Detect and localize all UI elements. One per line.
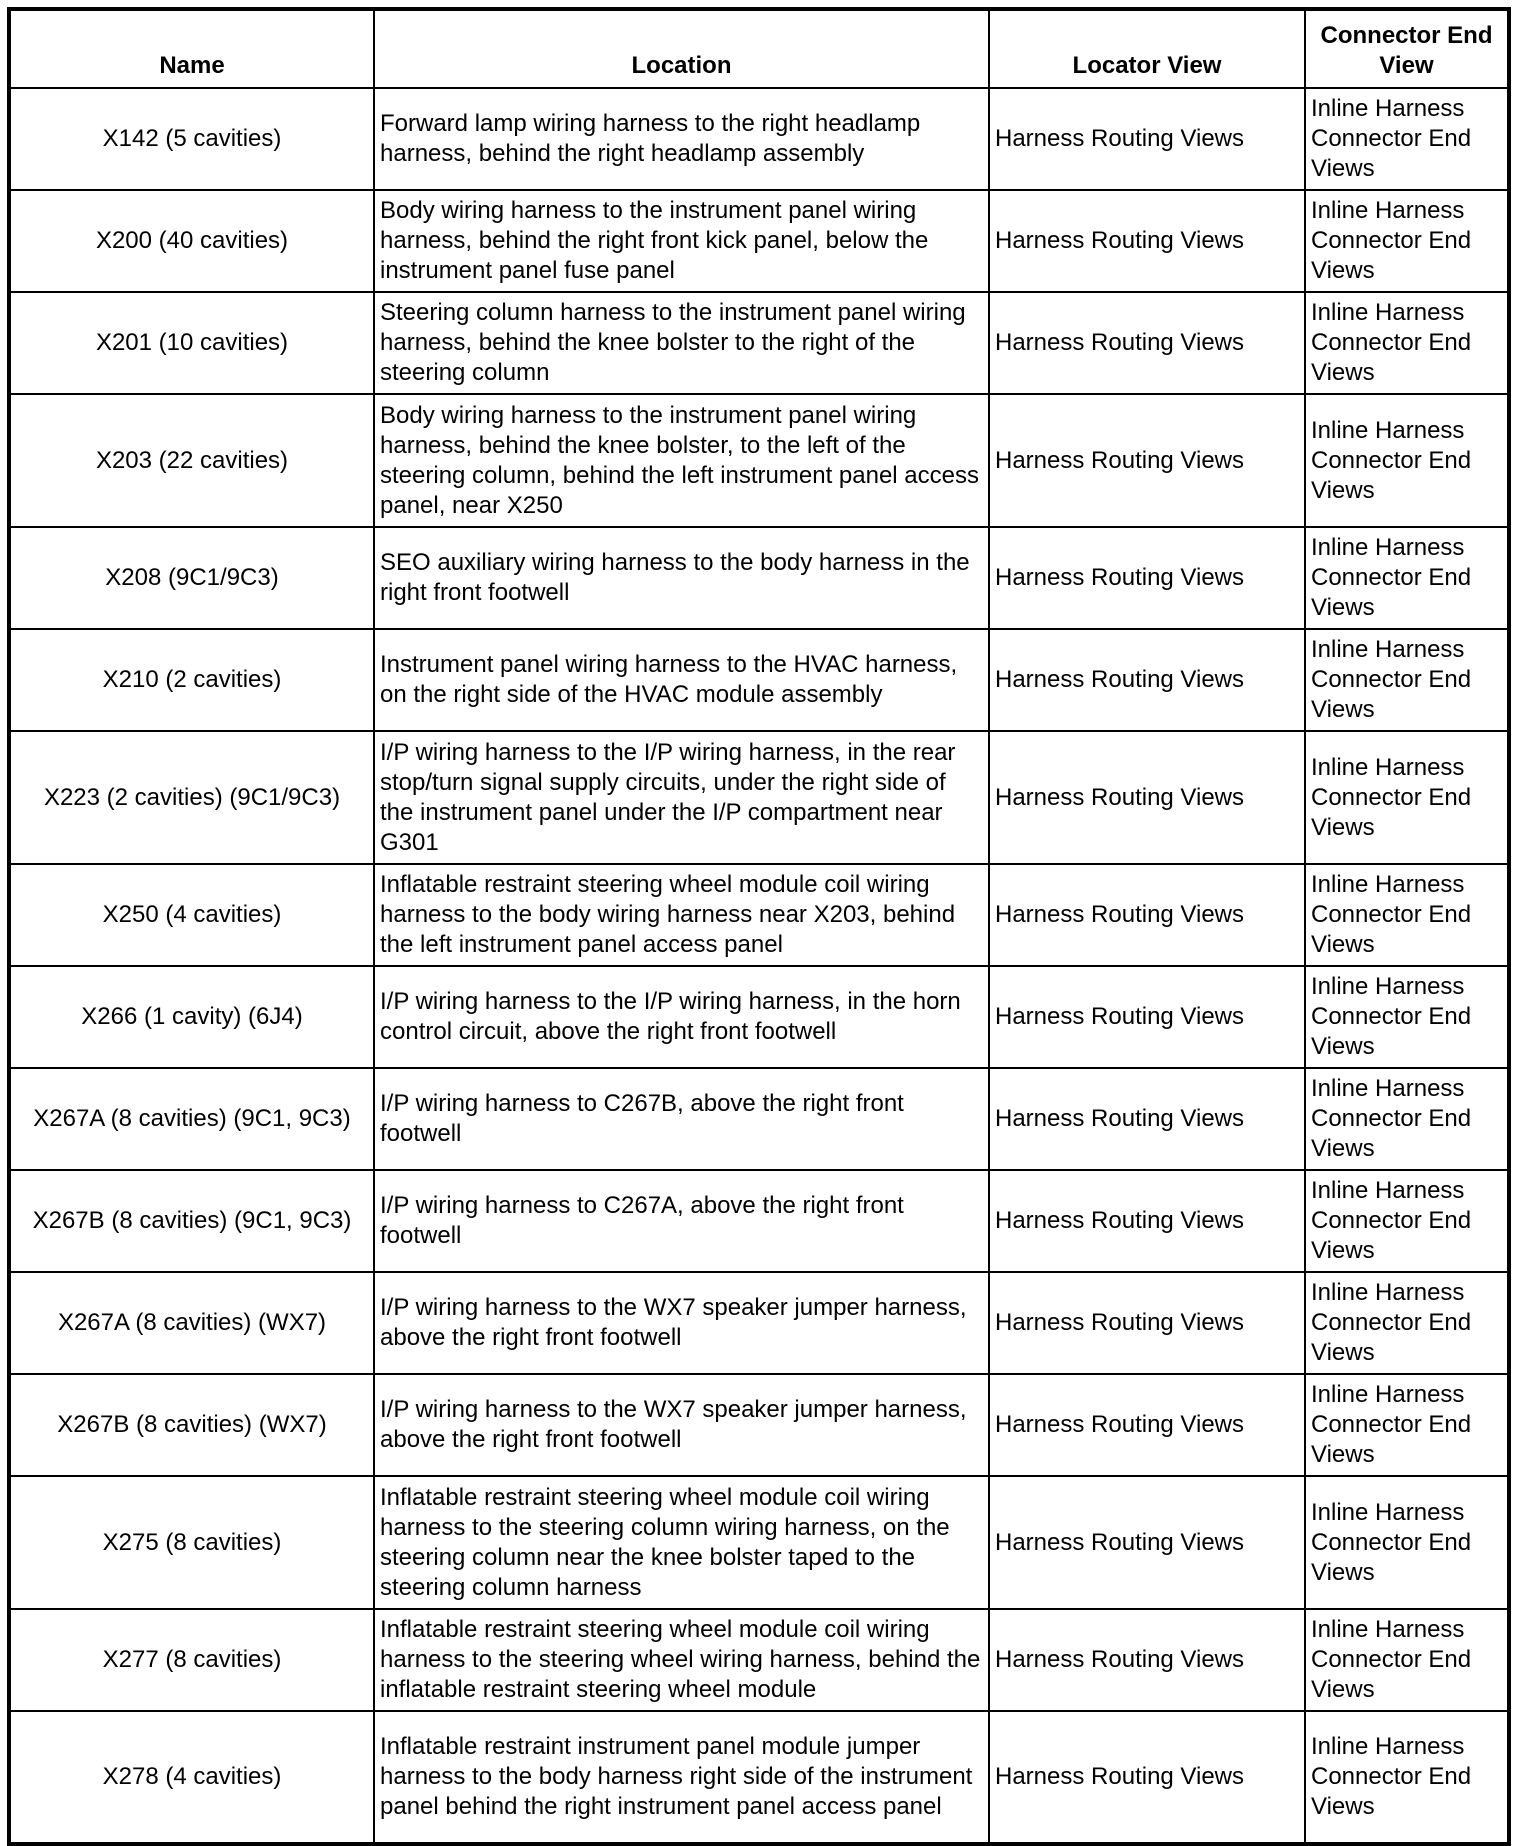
cell-locator-view: Harness Routing Views	[989, 527, 1305, 629]
table-row	[9, 394, 1509, 527]
cell-location: SEO auxiliary wiring harness to the body harness in the right front footwell	[374, 527, 989, 629]
cell-locator-view: Harness Routing Views	[989, 88, 1305, 190]
table-row	[9, 88, 1509, 190]
table-row	[9, 1170, 1509, 1272]
cell-name: X208 (9C1/9C3)	[9, 527, 374, 629]
table-row	[9, 190, 1509, 292]
cell-location: Inflatable restraint steering wheel module coil wiring harness to the steering wheel wiring harness, behind the inflatable restraint steering wheel module	[374, 1609, 989, 1711]
table-row	[9, 1609, 1509, 1711]
header-location: Location	[374, 9, 989, 88]
cell-name: X267A (8 cavities) (WX7)	[9, 1272, 374, 1374]
cell-locator-view: Harness Routing Views	[989, 1711, 1305, 1844]
header-connector-end-view: Connector End View	[1305, 9, 1509, 88]
table-row	[9, 1374, 1509, 1476]
cell-connector-end-view: Inline Harness Connector End Views	[1305, 292, 1509, 394]
cell-location: Body wiring harness to the instrument panel wiring harness, behind the right front kick panel, below the instrument panel fuse panel	[374, 190, 989, 292]
cell-connector-end-view: Inline Harness Connector End Views	[1305, 190, 1509, 292]
cell-locator-view: Harness Routing Views	[989, 1374, 1305, 1476]
table-row	[9, 1272, 1509, 1374]
cell-locator-view: Harness Routing Views	[989, 629, 1305, 731]
header-locator-view: Locator View	[989, 9, 1305, 88]
cell-connector-end-view: Inline Harness Connector End Views	[1305, 1068, 1509, 1170]
connector-table	[7, 7, 1511, 1846]
cell-connector-end-view: Inline Harness Connector End Views	[1305, 864, 1509, 966]
cell-connector-end-view: Inline Harness Connector End Views	[1305, 1476, 1509, 1609]
table-row	[9, 1711, 1509, 1844]
cell-name: X200 (40 cavities)	[9, 190, 374, 292]
cell-locator-view: Harness Routing Views	[989, 1476, 1305, 1609]
cell-locator-view: Harness Routing Views	[989, 394, 1305, 527]
table-row	[9, 1476, 1509, 1609]
table-row	[9, 966, 1509, 1068]
cell-location: Inflatable restraint steering wheel module coil wiring harness to the steering column wiring harness, on the steering column near the knee bolster taped to the steering column harness	[374, 1476, 989, 1609]
cell-connector-end-view: Inline Harness Connector End Views	[1305, 1170, 1509, 1272]
cell-connector-end-view: Inline Harness Connector End Views	[1305, 731, 1509, 864]
cell-name: X278 (4 cavities)	[9, 1711, 374, 1844]
cell-connector-end-view: Inline Harness Connector End Views	[1305, 1609, 1509, 1711]
cell-name: X267A (8 cavities) (9C1, 9C3)	[9, 1068, 374, 1170]
cell-location: I/P wiring harness to the I/P wiring harness, in the horn control circuit, above the right front footwell	[374, 966, 989, 1068]
cell-locator-view: Harness Routing Views	[989, 1170, 1305, 1272]
cell-location: Inflatable restraint steering wheel module coil wiring harness to the body wiring harness near X203, behind the left instrument panel access panel	[374, 864, 989, 966]
cell-location: Inflatable restraint instrument panel module jumper harness to the body harness right side of the instrument panel behind the right instrument panel access panel	[374, 1711, 989, 1844]
cell-connector-end-view: Inline Harness Connector End Views	[1305, 1272, 1509, 1374]
cell-location: I/P wiring harness to the WX7 speaker jumper harness, above the right front footwell	[374, 1374, 989, 1476]
cell-location: Forward lamp wiring harness to the right headlamp harness, behind the right headlamp assembly	[374, 88, 989, 190]
cell-name: X275 (8 cavities)	[9, 1476, 374, 1609]
cell-name: X210 (2 cavities)	[9, 629, 374, 731]
cell-name: X250 (4 cavities)	[9, 864, 374, 966]
header-name: Name	[9, 9, 374, 88]
cell-location: I/P wiring harness to the WX7 speaker jumper harness, above the right front footwell	[374, 1272, 989, 1374]
cell-name: X267B (8 cavities) (9C1, 9C3)	[9, 1170, 374, 1272]
cell-locator-view: Harness Routing Views	[989, 864, 1305, 966]
cell-name: X266 (1 cavity) (6J4)	[9, 966, 374, 1068]
cell-locator-view: Harness Routing Views	[989, 1068, 1305, 1170]
connector-table-container	[7, 7, 1507, 1846]
cell-name: X277 (8 cavities)	[9, 1609, 374, 1711]
cell-locator-view: Harness Routing Views	[989, 1272, 1305, 1374]
cell-locator-view: Harness Routing Views	[989, 1609, 1305, 1711]
cell-connector-end-view: Inline Harness Connector End Views	[1305, 527, 1509, 629]
cell-locator-view: Harness Routing Views	[989, 190, 1305, 292]
cell-connector-end-view: Inline Harness Connector End Views	[1305, 629, 1509, 731]
cell-connector-end-view: Inline Harness Connector End Views	[1305, 1711, 1509, 1844]
cell-name: X223 (2 cavities) (9C1/9C3)	[9, 731, 374, 864]
cell-connector-end-view: Inline Harness Connector End Views	[1305, 88, 1509, 190]
cell-location: Steering column harness to the instrument panel wiring harness, behind the knee bolster to the right of the steering column	[374, 292, 989, 394]
table-row	[9, 292, 1509, 394]
cell-name: X201 (10 cavities)	[9, 292, 374, 394]
header-row	[9, 9, 1509, 88]
cell-location: Body wiring harness to the instrument panel wiring harness, behind the knee bolster, to the left of the steering column, behind the left instrument panel access panel, near X250	[374, 394, 989, 527]
cell-connector-end-view: Inline Harness Connector End Views	[1305, 394, 1509, 527]
cell-location: Instrument panel wiring harness to the HVAC harness, on the right side of the HVAC module assembly	[374, 629, 989, 731]
table-row	[9, 864, 1509, 966]
table-row	[9, 527, 1509, 629]
cell-location: I/P wiring harness to C267A, above the right front footwell	[374, 1170, 989, 1272]
table-row	[9, 731, 1509, 864]
cell-connector-end-view: Inline Harness Connector End Views	[1305, 1374, 1509, 1476]
table-row	[9, 629, 1509, 731]
table-body	[9, 88, 1509, 1844]
cell-locator-view: Harness Routing Views	[989, 731, 1305, 864]
cell-name: X203 (22 cavities)	[9, 394, 374, 527]
cell-locator-view: Harness Routing Views	[989, 292, 1305, 394]
cell-connector-end-view: Inline Harness Connector End Views	[1305, 966, 1509, 1068]
cell-name: X267B (8 cavities) (WX7)	[9, 1374, 374, 1476]
cell-location: I/P wiring harness to the I/P wiring harness, in the rear stop/turn signal supply circuits, under the right side of the instrument panel under the I/P compartment near G301	[374, 731, 989, 864]
cell-locator-view: Harness Routing Views	[989, 966, 1305, 1068]
table-row	[9, 1068, 1509, 1170]
cell-name: X142 (5 cavities)	[9, 88, 374, 190]
cell-location: I/P wiring harness to C267B, above the right front footwell	[374, 1068, 989, 1170]
